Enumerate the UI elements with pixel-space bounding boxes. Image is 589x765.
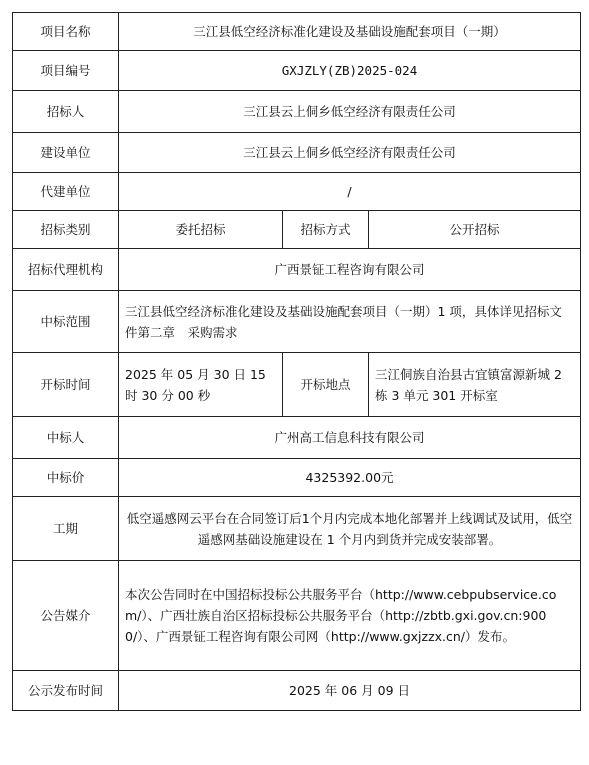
tender-method-label: 招标方式 [283,211,369,249]
project-code-value: GXJZLY(ZB)2025-024 [119,51,581,91]
project-name-value: 三江县低空经济标准化建设及基础设施配套项目（一期） [119,13,581,51]
project-name-label: 项目名称 [13,13,119,51]
tender-method-value: 公开招标 [369,211,581,249]
row-tender-category [13,211,581,249]
opening-place-label: 开标地点 [283,353,369,417]
media-label: 公告媒介 [13,561,119,671]
row-award-scope [13,291,581,353]
tender-agency-label: 招标代理机构 [13,249,119,291]
row-agent-build-unit [13,173,581,211]
duration-label: 工期 [13,497,119,561]
publish-time-value: 2025 年 06 月 09 日 [119,671,581,711]
row-price [13,459,581,497]
row-duration [13,497,581,561]
tenderer-value: 三江县云上侗乡低空经济有限责任公司 [119,91,581,133]
project-code-label: 项目编号 [13,51,119,91]
row-publish-time [13,671,581,711]
award-scope-value: 三江县低空经济标准化建设及基础设施配套项目（一期）1 项，具体详见招标文件第二章 采购需求 [119,291,581,353]
award-info-table [12,12,581,711]
price-value: 4325392.00元 [119,459,581,497]
construction-unit-label: 建设单位 [13,133,119,173]
construction-unit-value: 三江县云上侗乡低空经济有限责任公司 [119,133,581,173]
row-media [13,561,581,671]
winner-value: 广州高工信息科技有限公司 [119,417,581,459]
duration-value: 低空遥感网云平台在合同签订后1个月内完成本地化部署并上线调试及试用，低空遥感网基础设施建设在 1 个月内到货并完成安装部署。 [119,497,581,561]
award-scope-label: 中标范围 [13,291,119,353]
tenderer-label: 招标人 [13,91,119,133]
publish-time-label: 公示发布时间 [13,671,119,711]
row-opening [13,353,581,417]
row-winner [13,417,581,459]
row-project-code [13,51,581,91]
winner-label: 中标人 [13,417,119,459]
price-label: 中标价 [13,459,119,497]
opening-time-label: 开标时间 [13,353,119,417]
opening-place-value: 三江侗族自治县古宜镇富源新城 2 栋 3 单元 301 开标室 [369,353,581,417]
row-construction-unit [13,133,581,173]
row-project-name [13,13,581,51]
agent-build-unit-value: / [119,173,581,211]
row-tenderer [13,91,581,133]
tender-category-label: 招标类别 [13,211,119,249]
media-value: 本次公告同时在中国招标投标公共服务平台（http://www.cebpubservice.com/）、广西壮族自治区招标投标公共服务平台（http://zbtb.gxi.gov.cn:9000/）、广西景钲工程咨询有限公司网（http://www.gxjzzx.cn/）发布。 [119,561,581,671]
row-tender-agency [13,249,581,291]
tender-agency-value: 广西景钲工程咨询有限公司 [119,249,581,291]
agent-build-unit-label: 代建单位 [13,173,119,211]
opening-time-value: 2025 年 05 月 30 日 15 时 30 分 00 秒 [119,353,283,417]
tender-category-value: 委托招标 [119,211,283,249]
